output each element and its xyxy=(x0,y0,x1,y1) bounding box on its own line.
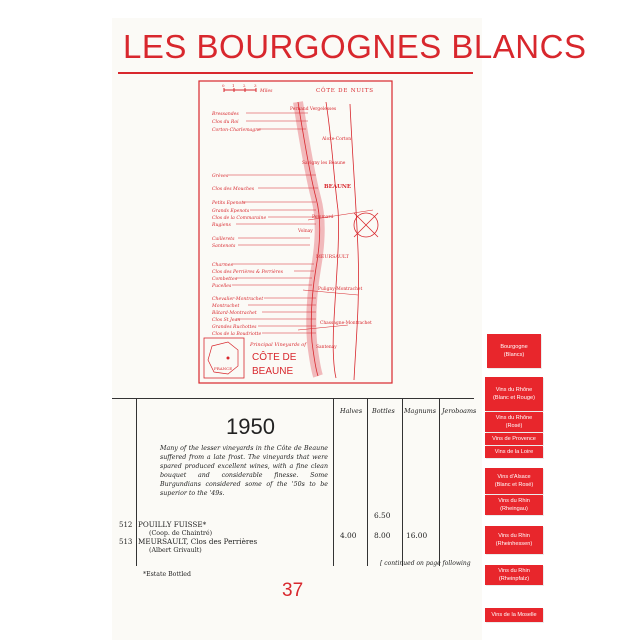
row-512-bottles: 6.50 xyxy=(374,511,391,520)
vineyard-label: Grands Epenots xyxy=(212,209,250,214)
wine-name: MEURSAULT, Clos des Perrières xyxy=(138,537,258,546)
vineyard-label: Bâtard-Montrachet xyxy=(212,311,257,316)
table-rule xyxy=(136,398,137,566)
tab-provence[interactable]: Vins de Provence xyxy=(485,433,543,445)
town-label: Volnay xyxy=(298,229,313,234)
vineyard-label: Pucelles xyxy=(212,284,232,289)
page-number: 37 xyxy=(282,580,304,601)
vineyard-label: Grèves xyxy=(212,174,229,179)
scale-label: Miles xyxy=(260,89,273,94)
page-title: LES BOURGOGNES BLANCS xyxy=(123,28,587,65)
vineyard-label: Santenots xyxy=(212,244,236,249)
svg-text:BEAUNE: BEAUNE xyxy=(252,366,294,377)
vintage-year: 1950 xyxy=(226,414,275,439)
row-513-bottles: 8.00 xyxy=(374,531,391,540)
town-label: MEURSAULT xyxy=(316,255,349,260)
town-label: BEAUNE xyxy=(324,184,352,190)
table-rule xyxy=(367,398,368,566)
town-label: Chassagne-Montrachet xyxy=(320,321,372,326)
scale-tick: 1 xyxy=(232,83,235,88)
footnote: *Estate Bottled xyxy=(143,571,191,578)
vineyard-label: Rugiens xyxy=(212,223,231,228)
scale-tick: 3 xyxy=(254,83,257,88)
header-bottles: Bottles xyxy=(372,407,395,415)
header-halves: Halves xyxy=(340,407,363,415)
vineyard-label: Clos de la Commaraine xyxy=(212,216,267,221)
table-rule xyxy=(333,398,334,566)
header-magnums: Magnums xyxy=(404,407,437,415)
vineyard-label: Clos du Roi xyxy=(212,120,239,125)
bin-number: 513 xyxy=(119,538,133,546)
town-label: Santenay xyxy=(316,345,337,350)
wine-producer: (Albert Grivault) xyxy=(149,547,202,554)
table-rule-top xyxy=(112,398,474,399)
inset-label: FRANCE xyxy=(214,366,233,371)
region-cote-de-nuits: CÔTE DE NUITS xyxy=(316,88,374,94)
vineyard-label: Clos des Perrières & Perrières xyxy=(212,270,283,275)
vintage-description: Many of the lesser vineyards in the Côte de Beaune suffered from a late frost. The vineyards that were spared produced excellent wines, with a fine clean bouquet and considerable finesse. Some Burgundians considered some of the '50s to be superior to the '49s. xyxy=(160,445,328,497)
continued-note: [ continued on page following xyxy=(380,560,471,567)
vineyard-label: Chevalier-Montrachet xyxy=(212,297,264,302)
table-rule xyxy=(439,398,440,566)
vineyard-label: Caillerets xyxy=(212,237,235,242)
vineyard-label: Bressandes xyxy=(212,112,239,117)
wine-producer: (Coop. de Chaintré) xyxy=(149,530,213,537)
row-513-magnums: 16.00 xyxy=(406,531,428,540)
title-rule xyxy=(118,72,473,74)
tab-rheingau[interactable]: Vins du Rhin (Rheingau) xyxy=(485,495,543,515)
cote-de-beaune-map xyxy=(198,80,393,384)
svg-text:Principal Vineyards of: Principal Vineyards of xyxy=(250,342,307,348)
vineyard-label: Clos St Jean xyxy=(212,318,241,323)
vineyard-label: Montrachet xyxy=(212,304,240,309)
tab-rheinpfalz[interactable]: Vins du Rhin (Rheinpfalz) xyxy=(485,565,543,585)
table-rule xyxy=(402,398,403,566)
tab-moselle[interactable]: Vins de la Moselle xyxy=(485,608,543,622)
town-label: Pernand Vergelesses xyxy=(290,107,337,112)
town-label: Pommard xyxy=(312,215,334,220)
town-label: Aloxe-Corton xyxy=(322,137,352,142)
vineyard-label: Clos de la Boudriotte xyxy=(212,332,262,337)
header-jeroboams: Jeroboams xyxy=(442,407,477,415)
wine-name: POUILLY FUISSE* xyxy=(138,520,207,529)
scale-tick: 0 xyxy=(222,83,225,88)
tab-loire[interactable]: Vins de la Loire xyxy=(485,446,543,458)
tab-rheinhessen[interactable]: Vins du Rhin (Rheinhessen) xyxy=(485,526,543,554)
tab-rhone-rose[interactable]: Vins du Rhône (Rosé) xyxy=(485,412,543,432)
tab-bourgogne-blancs[interactable]: Bourgogne (Blancs) xyxy=(487,334,541,368)
tab-alsace[interactable]: Vins d'Alsace (Blanc et Rosé) xyxy=(485,468,543,494)
france-inset xyxy=(204,338,244,378)
vineyard-label: Charmes xyxy=(212,263,233,268)
row-513-halves: 4.00 xyxy=(340,531,357,540)
vineyard-label: Petits Epenots xyxy=(212,201,246,206)
tab-rhone-blanc-rouge[interactable]: Vins du Rhône (Blanc et Rouge) xyxy=(485,377,543,411)
town-label: Puligny-Montrachet xyxy=(318,287,363,292)
bin-number: 512 xyxy=(119,521,133,529)
vineyard-label: Corton-Charlemagne xyxy=(212,128,261,133)
svg-text:CÔTE DE: CÔTE DE xyxy=(252,352,297,363)
town-label: Savigny les Beaune xyxy=(302,161,346,166)
vineyard-label: Combettes xyxy=(212,277,238,282)
vineyard-label: Clos des Mouches xyxy=(212,187,255,192)
vineyard-label: Grandes Ruchottes xyxy=(212,325,257,330)
scale-tick: 2 xyxy=(243,83,246,88)
